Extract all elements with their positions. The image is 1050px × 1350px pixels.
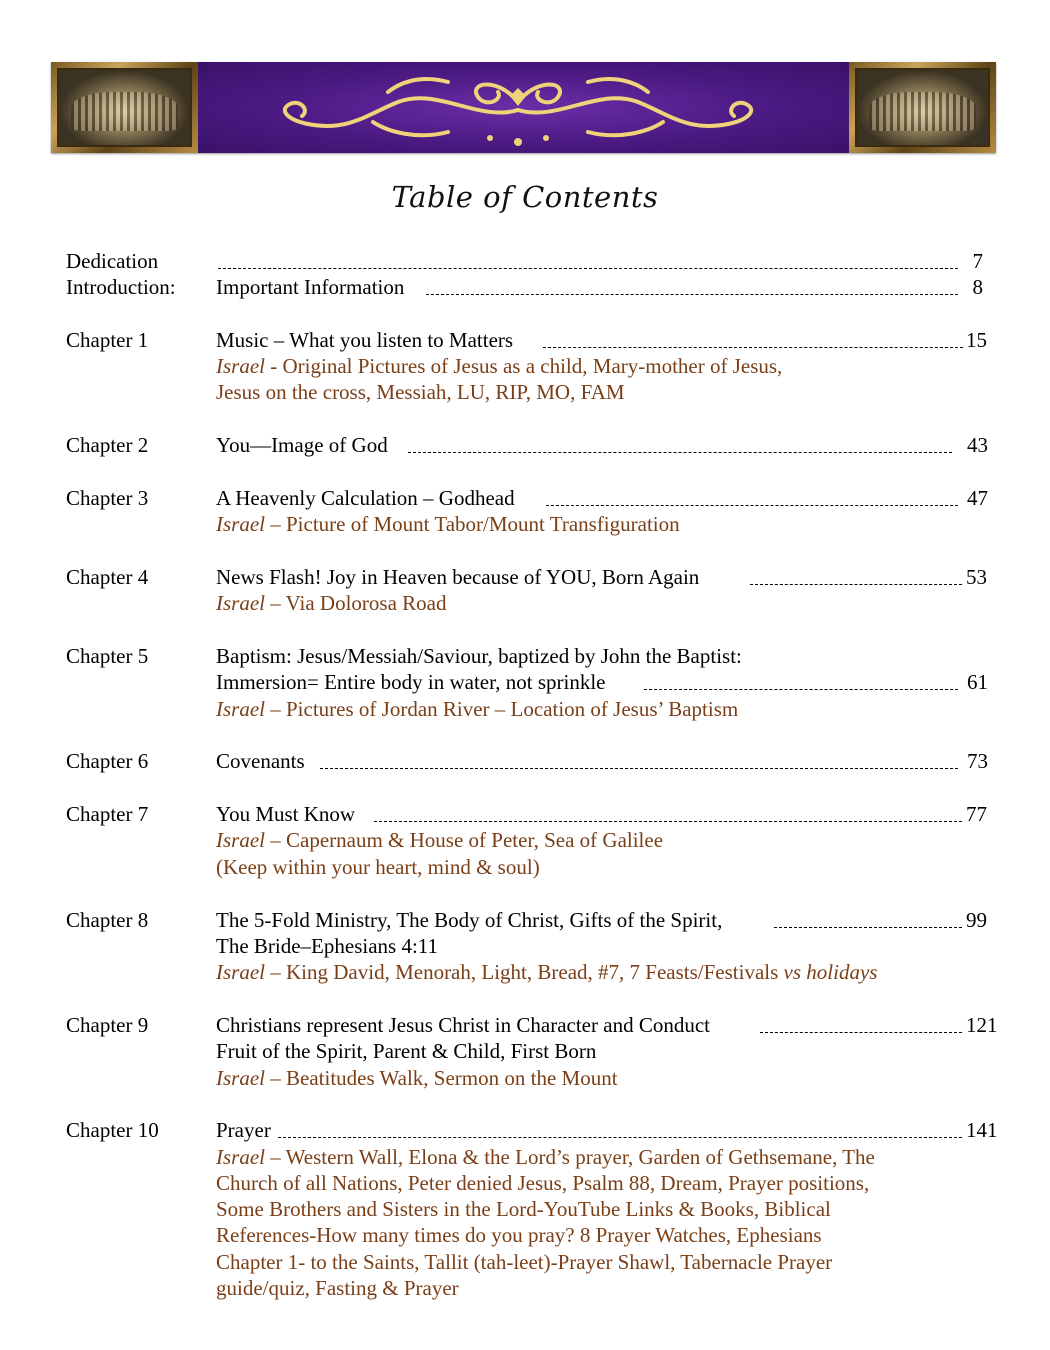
- toc-label: Chapter 4: [66, 565, 149, 589]
- toc-entry-title: Covenants: [216, 749, 305, 773]
- dot-leader: [750, 584, 962, 585]
- ornament-panel: [198, 62, 849, 153]
- page-number: 53: [966, 565, 987, 589]
- toc-entry-title: Baptism: Jesus/Messiah/Saviour, baptized by John the Baptist:: [216, 644, 742, 668]
- toc-label: Chapter 1: [66, 328, 149, 352]
- israel-note-line: Jesus on the cross, Messiah, LU, RIP, MO, FAM: [216, 380, 625, 404]
- dot-leader: [644, 689, 958, 690]
- toc-entry-title: Music – What you listen to Matters: [216, 328, 514, 352]
- toc-label: Chapter 2: [66, 433, 149, 457]
- toc-entry-title: News Flash! Joy in Heaven because of YOU, Born Again: [216, 565, 700, 589]
- israel-note-line: guide/quiz, Fasting & Prayer: [216, 1276, 459, 1300]
- page-number: 99: [966, 908, 987, 932]
- page-number: 47: [967, 486, 988, 510]
- header-banner: [51, 62, 996, 153]
- toc-label: Chapter 5: [66, 644, 149, 668]
- gold-scroll-ornament: [198, 62, 839, 153]
- dot-leader: [760, 1032, 962, 1033]
- page-number: 43: [967, 433, 988, 457]
- page-number: 77: [966, 802, 987, 826]
- toc-entry-title: Prayer: [216, 1118, 271, 1142]
- dot-leader: [218, 268, 958, 269]
- israel-note-line: Chapter 1- to the Saints, Tallit (tah-leet)-Prayer Shawl, Tabernacle Prayer: [216, 1250, 833, 1274]
- toc-entry-subtitle: The Bride–Ephesians 4:11: [216, 934, 439, 958]
- israel-note: Israel – Beatitudes Walk, Sermon on the Mount: [216, 1066, 618, 1090]
- page-number: 15: [966, 328, 987, 352]
- israel-note: Israel – King David, Menorah, Light, Bread, #7, 7 Feasts/Festivals vs holidays: [216, 960, 878, 984]
- dot-leader: [774, 927, 962, 928]
- israel-note-line: References-How many times do you pray? 8 Prayer Watches, Ephesians: [216, 1223, 822, 1247]
- toc-entry-subtitle: Fruit of the Spirit, Parent & Child, First Born: [216, 1039, 597, 1063]
- israel-note: Israel – Capernaum & House of Peter, Sea of Galilee: [216, 828, 664, 852]
- right-framed-picture: [849, 62, 996, 153]
- dot-leader: [543, 347, 963, 348]
- israel-note: Israel – Pictures of Jordan River – Location of Jesus’ Baptism: [216, 697, 739, 721]
- toc-entry-title: The 5-Fold Ministry, The Body of Christ, Gifts of the Spirit,: [216, 908, 723, 932]
- toc-label: Chapter 10: [66, 1118, 159, 1142]
- toc-entry-title: You Must Know: [216, 802, 356, 826]
- israel-note-line: (Keep within your heart, mind & soul): [216, 855, 540, 879]
- page-number: 7: [972, 249, 983, 273]
- toc-label: Chapter 7: [66, 802, 149, 826]
- dot-leader: [426, 294, 958, 295]
- page-number: 121: [966, 1013, 998, 1037]
- toc-label: Dedication: [66, 249, 159, 273]
- page-number: 61: [967, 670, 988, 694]
- israel-note: Israel – Picture of Mount Tabor/Mount Transfiguration: [216, 512, 680, 536]
- toc-entry-title: You—Image of God: [216, 433, 388, 457]
- dot-leader: [320, 768, 958, 769]
- dot-leader: [408, 452, 952, 453]
- toc-label: Chapter 6: [66, 749, 149, 773]
- toc-label: Introduction:: [66, 275, 176, 299]
- toc-entry-subtitle: Immersion= Entire body in water, not sprinkle: [216, 670, 606, 694]
- israel-note: Israel – Via Dolorosa Road: [216, 591, 447, 615]
- toc-entry-title: A Heavenly Calculation – Godhead: [216, 486, 515, 510]
- israel-note-line: Some Brothers and Sisters in the Lord-YouTube Links & Books, Biblical: [216, 1197, 831, 1221]
- page-number: 141: [966, 1118, 998, 1142]
- toc-label: Chapter 3: [66, 486, 149, 510]
- page-number: 8: [972, 275, 983, 299]
- dot-leader: [546, 505, 958, 506]
- toc-entry-title: Important Information: [216, 275, 405, 299]
- dot-leader: [374, 821, 962, 822]
- page-number: 73: [967, 749, 988, 773]
- israel-note: Israel – Western Wall, Elona & the Lord’s prayer, Garden of Gethsemane, The: [216, 1145, 875, 1169]
- israel-note-line: Church of all Nations, Peter denied Jesus, Psalm 88, Dream, Prayer positions,: [216, 1171, 870, 1195]
- left-framed-picture: [51, 62, 198, 153]
- dot-leader: [278, 1137, 962, 1138]
- page-title: Table of Contents: [391, 180, 659, 214]
- toc-label: Chapter 9: [66, 1013, 149, 1037]
- toc-label: Chapter 8: [66, 908, 149, 932]
- toc-entry-title: Christians represent Jesus Christ in Character and Conduct: [216, 1013, 710, 1037]
- israel-note: Israel - Original Pictures of Jesus as a child, Mary-mother of Jesus,: [216, 354, 783, 378]
